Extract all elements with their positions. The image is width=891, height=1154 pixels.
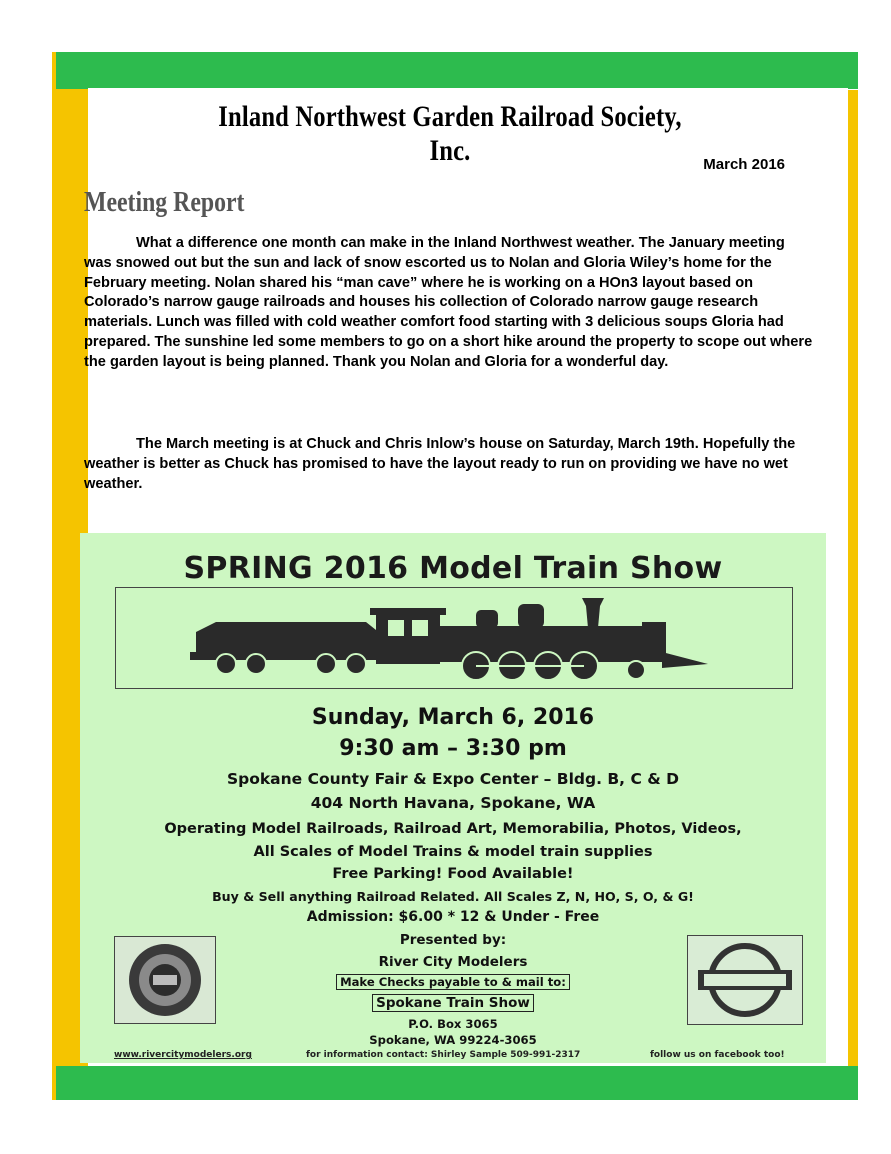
show-address: 404 North Havana, Spokane, WA	[310, 794, 596, 812]
website-link[interactable]: www.rivercitymodelers.org	[114, 1050, 252, 1060]
paragraph-text: The March meeting is at Chuck and Chris Inlow’s house on Saturday, March 19th. Hopefully the weather is better as Chuck has promised to have the layout ready to run on providing we have no wet weather.	[84, 436, 796, 492]
train-show-flyer	[80, 533, 826, 1063]
show-time: 9:30 am – 3:30 pm	[339, 736, 567, 761]
locomotive-silhouette	[176, 592, 736, 684]
show-date: Sunday, March 6, 2016	[311, 705, 595, 730]
show-features-line-1: Operating Model Railroads, Railroad Art, Memorabilia, Photos, Videos,	[164, 821, 742, 837]
admission-price: Admission: $6.00 * 12 & Under - Free	[306, 909, 600, 925]
po-box: P.O. Box 3065	[408, 1017, 498, 1031]
paragraph-text: What a difference one month can make in the Inland Northwest weather. The January meeting was snowed out but the sun and lack of snow escorted us to Nolan and Gloria Wiley’s home for the February meeting. Nolan shared his “man cave” where he is working on a HOn3 layout based on Colorado’s narrow gauge railroads and houses his collection of Colorado narrow gauge research materials. Lunch was filled with cold weather comfort food starting with 3 delicious soups Gloria had prepared. The sunshine led some members to go on a short hike around the property to scope out where the garden layout is being planned. Thank you Nolan and Gloria for a wonderful day.	[84, 235, 813, 370]
meeting-report-paragraph	[84, 234, 814, 373]
flyer-headline: SPRING 2016 Model Train Show	[183, 551, 723, 586]
buy-sell-note: Buy & Sell anything Railroad Related. All Scales Z, N, HO, S, O, & G!	[212, 889, 694, 904]
payee-box: Spokane Train Show	[372, 994, 534, 1012]
facebook-note: follow us on facebook too!	[650, 1050, 785, 1060]
club-name: River City Modelers	[378, 954, 528, 970]
checks-box: Make Checks payable to & mail to:	[336, 974, 570, 990]
mailing-city: Spokane, WA 99224-3065	[369, 1033, 537, 1047]
green-border-bottom	[56, 1066, 858, 1100]
railroad-herald-icon	[688, 936, 802, 1024]
section-heading: Meeting Report	[84, 186, 245, 218]
western-railroad-logo	[687, 935, 803, 1025]
river-city-modelers-logo	[114, 936, 216, 1024]
next-meeting-paragraph	[84, 435, 814, 494]
parking-note: Free Parking! Food Available!	[332, 866, 574, 882]
show-venue: Spokane County Fair & Expo Center – Bldg. B, C & D	[226, 770, 680, 788]
newsletter-title: Inland Northwest Garden Railroad Society, Inc.	[218, 100, 682, 167]
show-features-line-2: All Scales of Model Trains & model train supplies	[253, 844, 653, 860]
locomotive-image	[115, 587, 793, 689]
presented-by-label: Presented by:	[399, 932, 507, 948]
contact-info: for information contact: Shirley Sample 509-991-2317	[306, 1050, 581, 1060]
green-border-top	[56, 52, 858, 89]
issue-date: March 2016	[703, 156, 785, 173]
club-seal-icon	[115, 937, 215, 1023]
